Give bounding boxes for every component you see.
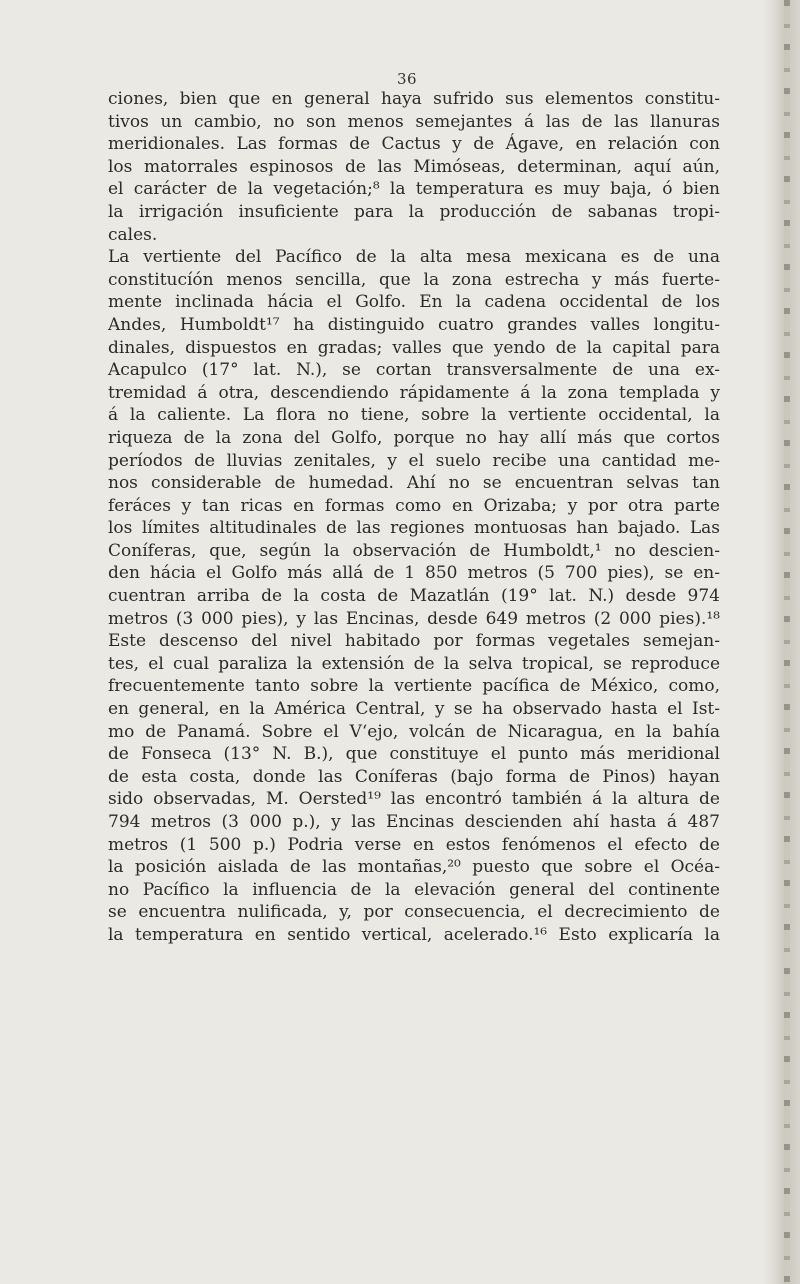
text-line: cales.	[108, 224, 158, 245]
text-line: el carácter de la vegetación;⁸ la temperatura es muy baja, ó bien	[108, 179, 720, 200]
text-line: metros (1 500 p.) Podria verse en estos fenómenos el efecto de	[108, 834, 720, 855]
text-line: en general, en la América Central, y se ha observado hasta el Ist-	[108, 699, 720, 720]
text-line: tes, el cual paraliza la extensión de la selva tropical, se reproduce	[108, 653, 720, 674]
text-line: ciones, bien que en general haya sufrido sus elementos constitu-	[108, 89, 720, 109]
text-line: Andes, Humboldt¹⁷ ha distinguido cuatro grandes valles longitu-	[108, 314, 720, 335]
text-line: de Fonseca (13° N. B.), que constituye el punto más meridional	[108, 744, 720, 765]
text-line: metros (3 000 pies), y las Encinas, desde 649 metros (2 000 pies).¹⁸	[108, 608, 720, 629]
body-text	[108, 88, 720, 947]
text-line: los matorrales espinosos de las Mimóseas, determinan, aquí aún,	[108, 156, 720, 177]
text-line: Este descenso del nivel habitado por formas vegetales semejan-	[108, 631, 720, 652]
text-line: constitucíón menos sencilla, que la zona estrecha y más fuerte-	[108, 269, 720, 290]
text-line: á la caliente. La flora no tiene, sobre la vertiente occidental, la	[108, 405, 720, 426]
text-line: feráces y tan ricas en formas como en Orizaba; y por otra parte	[108, 495, 720, 516]
text-line: la irrigación insuficiente para la producción de sabanas tropi-	[108, 201, 720, 222]
text-line: tremidad á otra, descendiendo rápidamente á la zona templada y	[108, 382, 720, 403]
text-line: meridionales. Las formas de Cactus y de Ágave, en relación con	[108, 134, 720, 155]
text-line: la posición aislada de las montañas,²⁰ puesto que sobre el Océa-	[108, 857, 720, 878]
text-line: frecuentemente tanto sobre la vertiente pacífica de México, como,	[108, 676, 720, 697]
text-line: mente inclinada hácia el Golfo. En la cadena occidental de los	[108, 292, 720, 313]
page-number: 36	[397, 70, 418, 88]
text-line: de esta costa, donde las Coníferas (bajo forma de Pinos) hayan	[108, 766, 720, 787]
text-line: mo de Panamá. Sobre el V‘ejo, volcán de Nicaragua, en la bahía	[108, 721, 720, 742]
text-line: sido observadas, M. Oersted¹⁹ las encontró también á la altura de	[108, 789, 720, 810]
text-line: dinales, dispuestos en gradas; valles que yendo de la capital para	[108, 337, 720, 358]
text-line: den hácia el Golfo más allá de 1 850 metros (5 700 pies), se en-	[108, 563, 720, 584]
text-line: riqueza de la zona del Golfo, porque no hay allí más que cortos	[108, 427, 720, 448]
text-line: se encuentra nulificada, y, por consecuencia, el decrecimiento de	[108, 902, 720, 923]
text-line: tivos un cambio, no son menos semejantes á las de las llanuras	[108, 111, 720, 132]
text-line: los límites altitudinales de las regiones montuosas han bajado. Las	[108, 518, 720, 539]
text-line: Coníferas, que, según la observación de Humboldt,¹ no descien-	[108, 540, 720, 561]
page-edge-shadow	[764, 0, 800, 1284]
text-line: La vertiente del Pacífico de la alta mesa mexicana es de una	[108, 247, 720, 268]
text-line: nos considerable de humedad. Ahí no se encuentran selvas tan	[108, 473, 720, 494]
text-line: cuentran arriba de la costa de Mazatlán (19° lat. N.) desde 974	[108, 586, 720, 607]
text-line: no Pacífico la influencia de la elevación general del continente	[108, 879, 720, 900]
text-line: períodos de lluvias zenitales, y el suelo recibe una cantidad me-	[108, 450, 720, 471]
page-edge-texture	[784, 0, 790, 1284]
text-line: la temperatura en sentido vertical, acelerado.¹⁶ Esto explicaría la	[108, 924, 720, 945]
text-line: 794 metros (3 000 p.), y las Encinas descienden ahí hasta á 487	[108, 812, 720, 832]
text-line: Acapulco (17° lat. N.), se cortan transversalmente de una ex-	[108, 360, 720, 381]
